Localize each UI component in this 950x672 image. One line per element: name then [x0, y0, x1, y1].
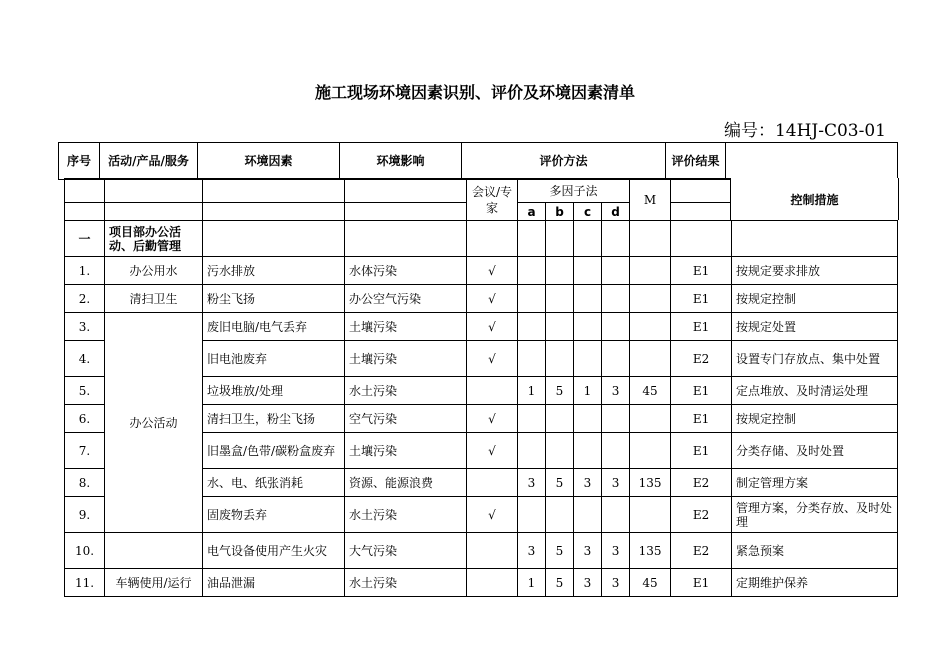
- cell-activity: 清扫卫生: [105, 285, 203, 313]
- cell-factor: 清扫卫生，粉尘飞扬: [203, 405, 345, 433]
- cell-factor: 污水排放: [203, 257, 345, 285]
- cell-control: 制定管理方案: [732, 469, 898, 497]
- cell-result: E1: [671, 313, 732, 341]
- cell-impact: 土壤污染: [345, 433, 467, 469]
- cell-a: [518, 313, 546, 341]
- cell-c: [574, 433, 602, 469]
- cell-meeting: [467, 377, 518, 405]
- cell-meeting: [467, 469, 518, 497]
- cell-factor: 水、电、纸张消耗: [203, 469, 345, 497]
- cell-d: [602, 405, 630, 433]
- cell-d: 3: [602, 533, 630, 569]
- header-control-spacer: [726, 143, 898, 180]
- cell-meeting: √: [467, 313, 518, 341]
- section-title: 项目部办公活动、后勤管理: [105, 221, 203, 257]
- cell-seq: 6.: [65, 405, 105, 433]
- table-row: [65, 313, 898, 341]
- cell-b: 5: [546, 569, 574, 597]
- cell-b: [546, 285, 574, 313]
- table-row: [65, 257, 898, 285]
- cell-control: 按规定处置: [732, 313, 898, 341]
- cell-control: 管理方案，分类存放、及时处理: [732, 497, 898, 533]
- cell-a: [518, 341, 546, 377]
- table-header: [58, 142, 898, 180]
- cell-d: [602, 257, 630, 285]
- cell-b: [546, 257, 574, 285]
- cell-seq: 3.: [65, 313, 105, 341]
- cell-result: E2: [671, 469, 732, 497]
- cell-control: 按规定控制: [732, 285, 898, 313]
- cell-meeting: √: [467, 433, 518, 469]
- cell-result: E2: [671, 533, 732, 569]
- cell-c: 3: [574, 569, 602, 597]
- cell-factor: 粉尘飞扬: [203, 285, 345, 313]
- cell-m: [630, 285, 671, 313]
- cell-control: 按规定要求排放: [732, 257, 898, 285]
- cell-d: [602, 497, 630, 533]
- cell-control: 分类存储、及时处置: [732, 433, 898, 469]
- cell-b: [546, 405, 574, 433]
- cell-a: [518, 257, 546, 285]
- cell-a: 1: [518, 377, 546, 405]
- header-result: 评价结果: [666, 143, 726, 180]
- cell-control: 按规定控制: [732, 405, 898, 433]
- cell-result: E2: [671, 341, 732, 377]
- cell-a: 3: [518, 469, 546, 497]
- cell-activity: [105, 533, 203, 569]
- cell-m: 135: [630, 533, 671, 569]
- cell-impact: 水土污染: [345, 497, 467, 533]
- header-seq: 序号: [59, 143, 100, 180]
- header-impact: 环境影响: [340, 143, 462, 180]
- cell-a: [518, 497, 546, 533]
- cell-m: [630, 313, 671, 341]
- cell-control: 定点堆放、及时清运处理: [732, 377, 898, 405]
- cell-seq: 11.: [65, 569, 105, 597]
- cell-b: [546, 313, 574, 341]
- cell-c: 3: [574, 533, 602, 569]
- cell-b: 5: [546, 377, 574, 405]
- cell-seq: 10.: [65, 533, 105, 569]
- cell-meeting: √: [467, 285, 518, 313]
- header-meeting: 会议/专家: [467, 179, 518, 221]
- cell-result: E1: [671, 433, 732, 469]
- cell-result: E1: [671, 377, 732, 405]
- cell-factor: 废旧电脑/电气丢弃: [203, 313, 345, 341]
- cell-result: E1: [671, 405, 732, 433]
- cell-control: 定期维护保养: [732, 569, 898, 597]
- cell-impact: 水体污染: [345, 257, 467, 285]
- cell-c: [574, 497, 602, 533]
- cell-meeting: √: [467, 341, 518, 377]
- cell-meeting: √: [467, 497, 518, 533]
- cell-d: [602, 285, 630, 313]
- cell-meeting: [467, 533, 518, 569]
- header-control: 控制措施: [730, 178, 899, 220]
- cell-c: 1: [574, 377, 602, 405]
- cell-factor: 电气设备使用产生火灾: [203, 533, 345, 569]
- header-d: d: [602, 203, 630, 221]
- cell-meeting: √: [467, 405, 518, 433]
- table-row: [65, 569, 898, 597]
- cell-factor: 旧墨盒/色带/碳粉盒废弃: [203, 433, 345, 469]
- cell-b: [546, 433, 574, 469]
- cell-control: 设置专门存放点、集中处置: [732, 341, 898, 377]
- cell-activity: 车辆使用/运行: [105, 569, 203, 597]
- cell-seq: 9.: [65, 497, 105, 533]
- cell-m: [630, 497, 671, 533]
- table-row: [65, 533, 898, 569]
- cell-c: [574, 285, 602, 313]
- cell-b: 5: [546, 533, 574, 569]
- cell-c: [574, 257, 602, 285]
- cell-factor: 固废物丢弃: [203, 497, 345, 533]
- cell-factor: 旧电池废弃: [203, 341, 345, 377]
- header-multi: 多因子法: [518, 179, 630, 203]
- header-a: a: [518, 203, 546, 221]
- header-m: M: [630, 179, 671, 221]
- factor-table: [64, 178, 898, 597]
- cell-meeting: [467, 569, 518, 597]
- cell-c: [574, 313, 602, 341]
- cell-b: [546, 497, 574, 533]
- cell-seq: 1.: [65, 257, 105, 285]
- cell-c: 3: [574, 469, 602, 497]
- cell-impact: 大气污染: [345, 533, 467, 569]
- cell-impact: 水土污染: [345, 377, 467, 405]
- cell-seq: 4.: [65, 341, 105, 377]
- group-activity: 办公活动: [105, 313, 203, 533]
- cell-impact: 水土污染: [345, 569, 467, 597]
- cell-meeting: √: [467, 257, 518, 285]
- cell-control: 紧急预案: [732, 533, 898, 569]
- cell-a: 1: [518, 569, 546, 597]
- cell-impact: 土壤污染: [345, 313, 467, 341]
- cell-a: [518, 285, 546, 313]
- cell-m: 45: [630, 569, 671, 597]
- cell-b: 5: [546, 469, 574, 497]
- cell-b: [546, 341, 574, 377]
- cell-factor: 垃圾堆放/处理: [203, 377, 345, 405]
- cell-d: 3: [602, 469, 630, 497]
- cell-m: [630, 341, 671, 377]
- header-method: 评价方法: [462, 143, 666, 180]
- header-b: b: [546, 203, 574, 221]
- cell-m: [630, 405, 671, 433]
- cell-d: [602, 341, 630, 377]
- cell-seq: 5.: [65, 377, 105, 405]
- cell-impact: 土壤污染: [345, 341, 467, 377]
- cell-a: [518, 405, 546, 433]
- cell-impact: 空气污染: [345, 405, 467, 433]
- table-row: [65, 285, 898, 313]
- cell-a: [518, 433, 546, 469]
- cell-m: 45: [630, 377, 671, 405]
- cell-activity: 办公用水: [105, 257, 203, 285]
- cell-result: E1: [671, 257, 732, 285]
- cell-d: 3: [602, 569, 630, 597]
- document-title: 施工现场环境因素识别、评价及环境因素清单: [314, 83, 635, 102]
- cell-d: [602, 433, 630, 469]
- cell-d: [602, 313, 630, 341]
- cell-impact: 办公空气污染: [345, 285, 467, 313]
- section-seq: 一: [65, 221, 105, 257]
- cell-c: [574, 405, 602, 433]
- cell-m: 135: [630, 469, 671, 497]
- header-activity: 活动/产品/服务: [100, 143, 198, 180]
- cell-result: E1: [671, 285, 732, 313]
- cell-m: [630, 433, 671, 469]
- header-factor: 环境因素: [198, 143, 340, 180]
- cell-seq: 7.: [65, 433, 105, 469]
- cell-seq: 2.: [65, 285, 105, 313]
- document-number: 编号：14HJ-C03-01: [723, 121, 886, 141]
- cell-seq: 8.: [65, 469, 105, 497]
- cell-c: [574, 341, 602, 377]
- header-c: c: [574, 203, 602, 221]
- cell-result: E2: [671, 497, 732, 533]
- cell-factor: 油品泄漏: [203, 569, 345, 597]
- cell-impact: 资源、能源浪费: [345, 469, 467, 497]
- cell-m: [630, 257, 671, 285]
- cell-a: 3: [518, 533, 546, 569]
- cell-d: 3: [602, 377, 630, 405]
- cell-result: E1: [671, 569, 732, 597]
